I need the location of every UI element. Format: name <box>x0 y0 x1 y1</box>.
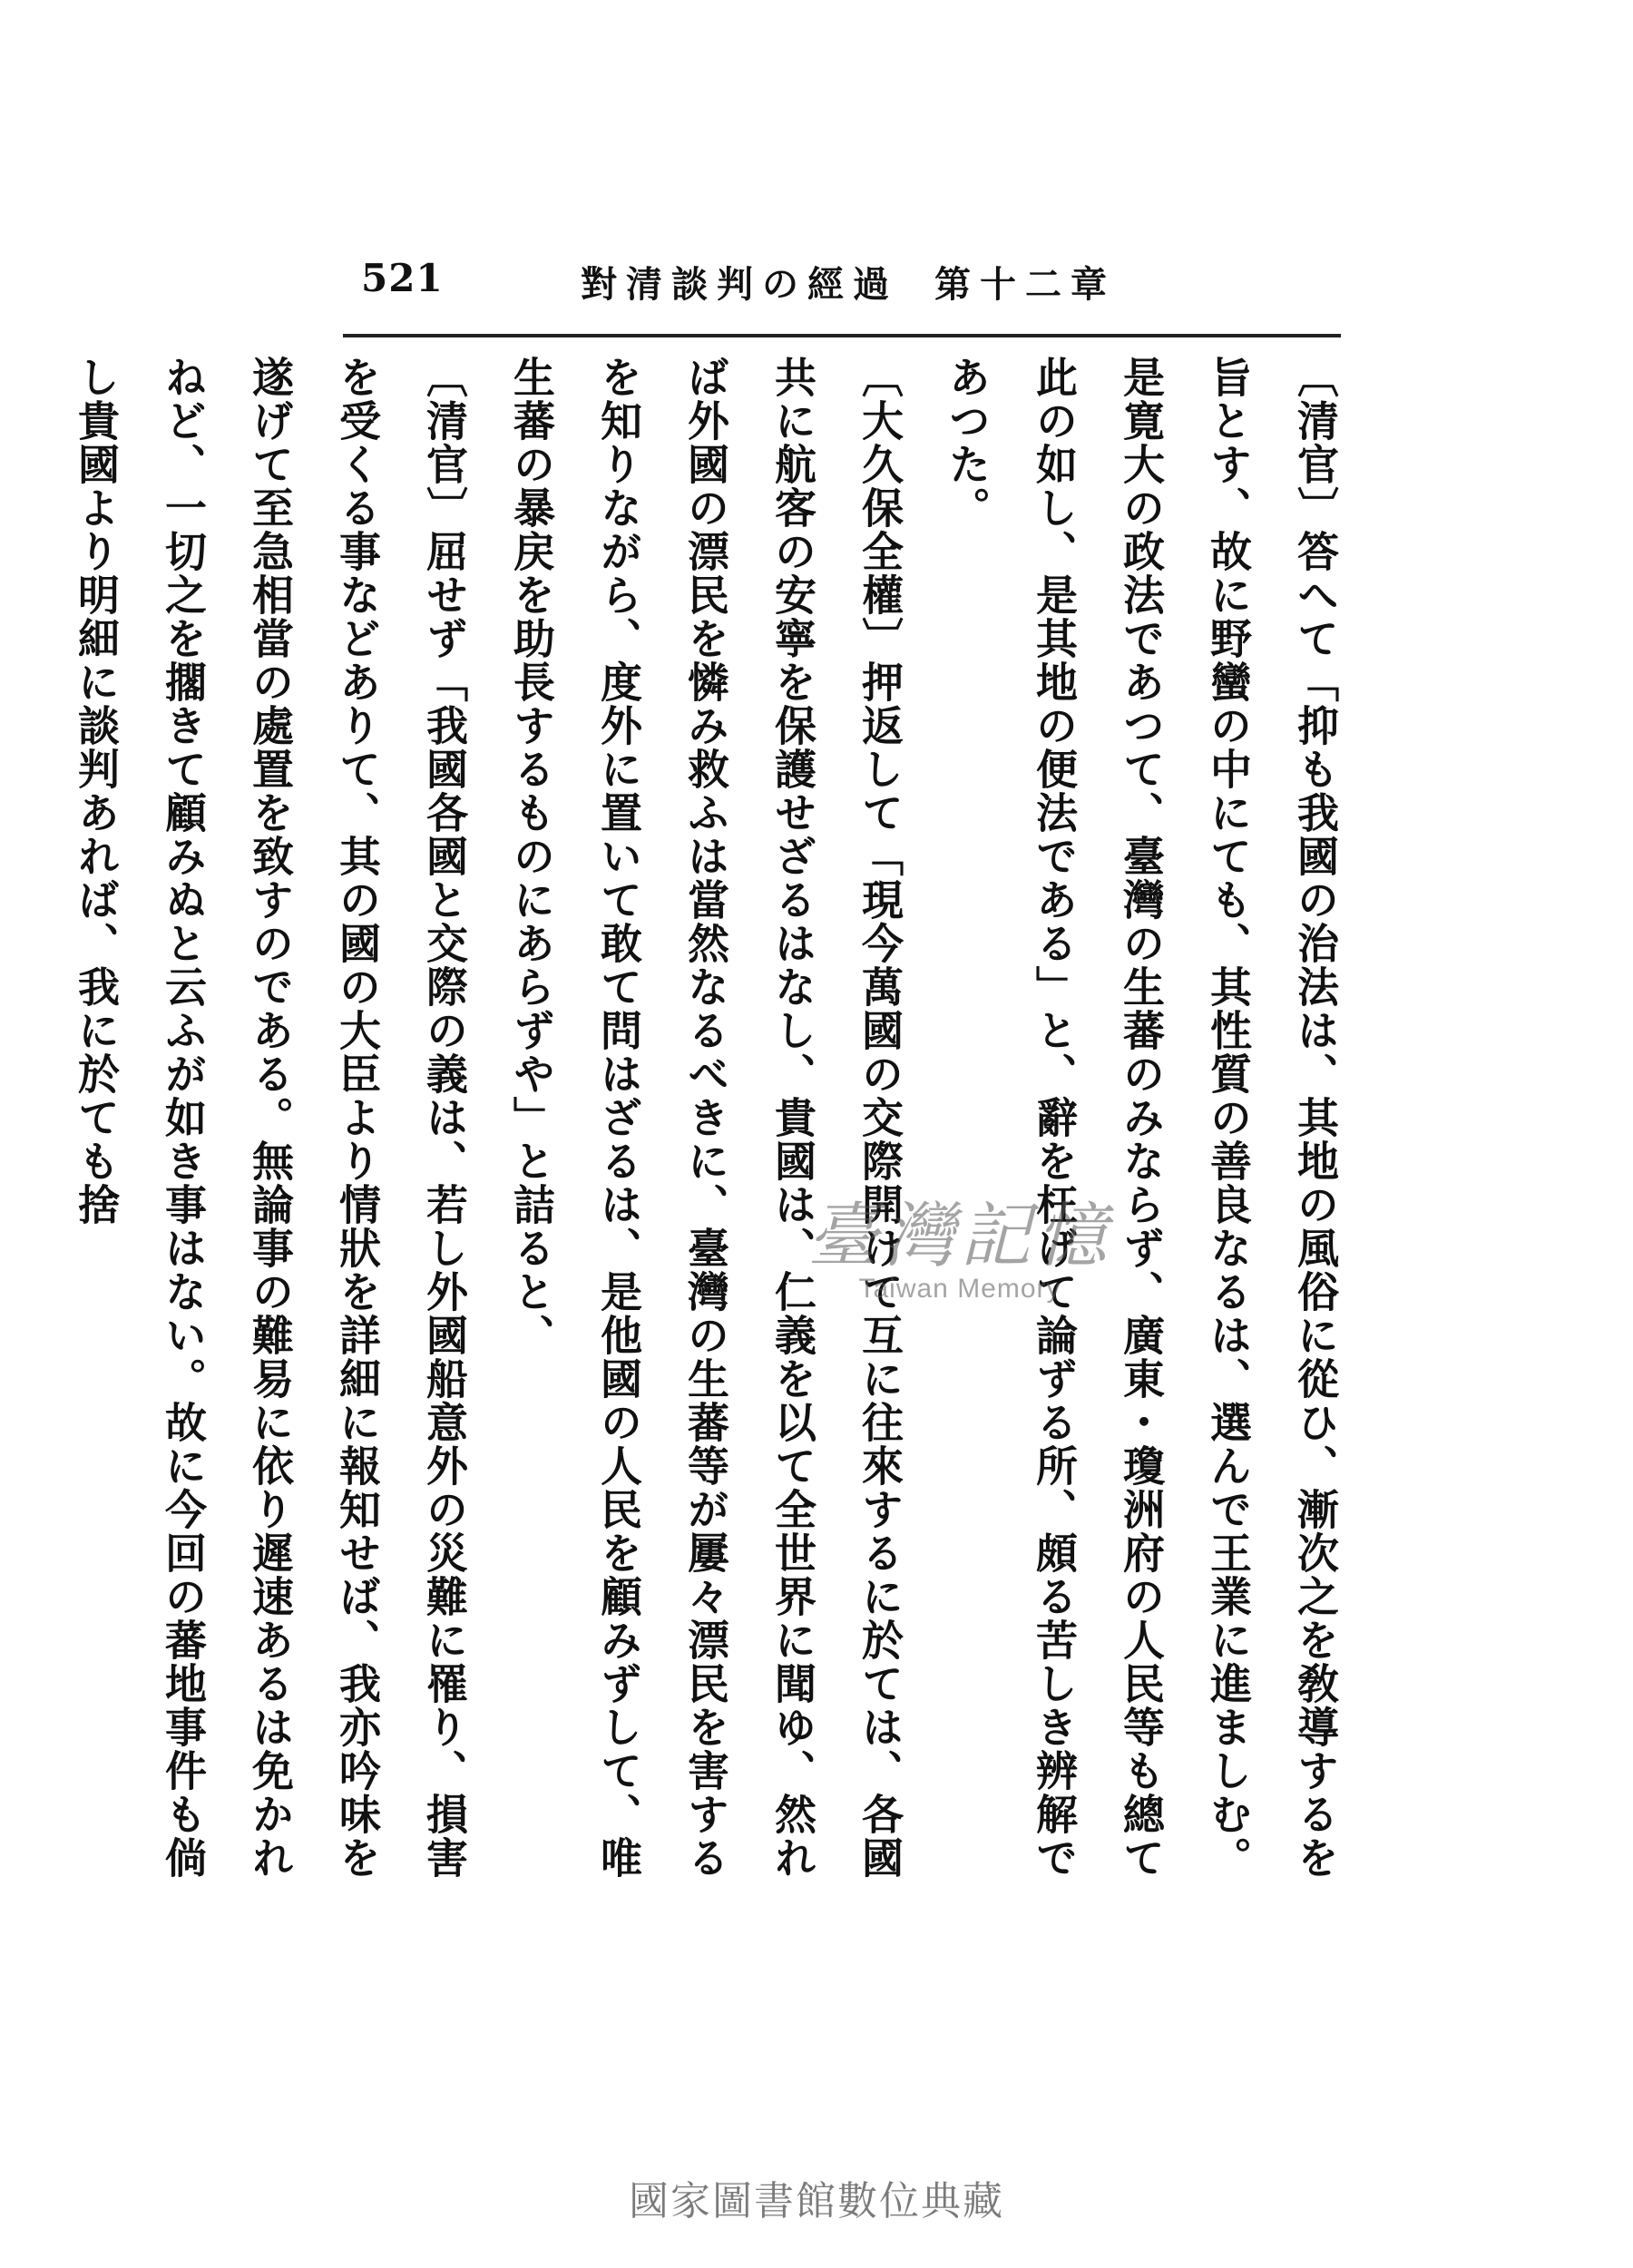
paragraph-qing-official-reply: 〔清官〕屈せず「我國各國と交際の義は、若し外國船意外の災難に罹り、損害を受くる事などありて、其の國の大臣より情狀を詳細に報知せば、我亦吟味を遂げて至急相當の處置を致すのである。無論事の難易に依り遲速あるは免かれねど、一切之を擱きて顧みぬと云ふが如き事はない。故に今回の蕃地事件も倘し貴國より明細に談判あれば、我に於ても捨 <box>72 356 469 1880</box>
footer-archive-label: 國家圖書館數位典藏 <box>629 2178 1004 2224</box>
page-number: 521 <box>361 256 444 300</box>
body-text <box>72 356 1359 1916</box>
header-rule <box>343 334 1341 337</box>
watermark-cjk: 臺灣記憶 <box>807 1196 1113 1277</box>
paragraph-qing-official-answer: 〔清官〕答へて「抑も我國の治法は、其地の風俗に從ひ、漸次之を敎導するを旨とす、故に野蠻の中にても、其性質の善良なるは、選んで王業に進ましむ。是寛大の政法であつて、臺灣の生蕃のみならず、廣東・瓊洲府の人民等も總て此の如し、是其地の便法である」と、辭を枉げて論ずる所、頗る苦しき辨解であつた。 <box>943 356 1340 1880</box>
chapter-label: 第十二章 <box>934 263 1116 306</box>
section-title: 對清談判の經過 <box>581 263 898 306</box>
running-head <box>581 256 1116 308</box>
paragraph-okubo-rebuttal: 〔大久保全權〕押返して「現今萬國の交際開けて互に往來するに於ては、各國共に航客の安寧を保護せざるはなし、貴國は、仁義を以て全世界に聞ゆ、然れば外國の漂民を憐み救ふは當然なるべきに、臺灣の生蕃等が屢々漂民を害するを知りながら、度外に置いて敢て問はざるは、是他國の人民を顧みずして、唯生蕃の暴戻を助長するものにあらずや」と詰ると、 <box>507 356 905 1880</box>
watermark-latin: Taiwan Memory <box>858 1274 1061 1304</box>
